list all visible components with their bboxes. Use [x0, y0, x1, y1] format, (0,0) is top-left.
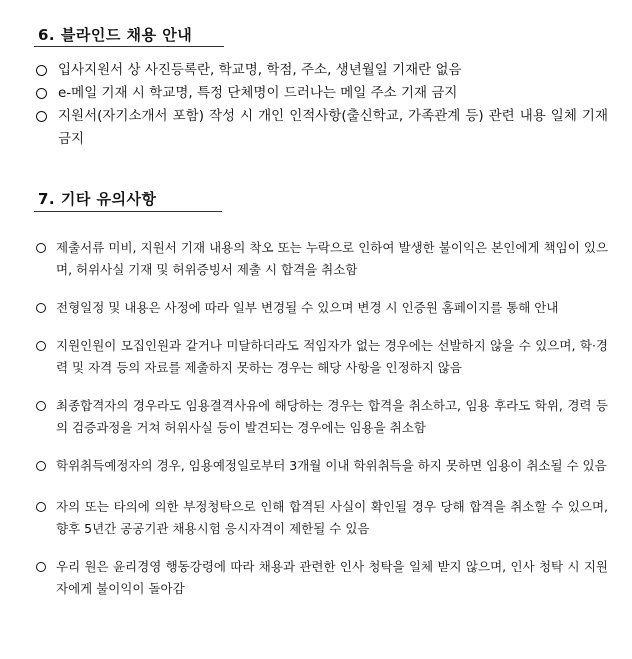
list-item	[36, 297, 608, 319]
list-item	[36, 237, 608, 281]
section-7-list	[36, 237, 608, 600]
section-7-heading-underline	[34, 211, 222, 212]
list-item	[36, 105, 608, 151]
list-item	[36, 496, 608, 540]
list-item-text: 최종합격자의 경우라도 임용결격사유에 해당하는 경우는 합격을 취소하고, 임용 후라도 학위, 경력 등의 검증과정을 거쳐 허위사실 등이 발견되는 경우에는 임용을 취소함	[56, 398, 608, 435]
list-item-text: 우리 원은 윤리경영 행동강령에 따라 채용과 관련한 인사 청탁을 일체 받지 않으며, 인사 청탁 시 지원자에게 불이익이 돌아감	[56, 559, 608, 596]
list-item-text: 제출서류 미비, 지원서 기재 내용의 착오 또는 누락으로 인하여 발생한 불이익은 본인에게 책임이 있으며, 허위사실 기재 및 허위증빙서 제출 시 합격을 취소함	[56, 240, 608, 277]
list-item	[36, 335, 608, 379]
list-item	[36, 556, 608, 600]
circle-bullet-icon	[36, 341, 46, 351]
list-item-text: 전형일정 및 내용은 사정에 따라 일부 변경될 수 있으며 변경 시 인증원 홈페이지를 통해 안내	[56, 300, 559, 315]
list-item	[36, 395, 608, 439]
list-item-text: 입사지원서 상 사진등록란, 학교명, 학점, 주소, 생년월일 기재란 없음	[58, 62, 462, 78]
list-item-text: 지원서(자기소개서 포함) 작성 시 개인 인적사항(출신학교, 가족관계 등) 관련 내용 일체 기재 금지	[58, 108, 608, 147]
circle-bullet-icon	[36, 65, 47, 76]
circle-bullet-icon	[36, 243, 46, 253]
section-7-heading: 7. 기타 유의사항	[38, 190, 157, 208]
circle-bullet-icon	[36, 303, 46, 313]
list-item-text: 학위취득예정자의 경우, 임용예정일로부터 3개월 이내 학위취득을 하지 못하면 임용이 취소될 수 있음	[56, 458, 607, 473]
section-6-heading-underline	[34, 46, 224, 47]
list-item-text: e-메일 기재 시 학교명, 특정 단체명이 드러나는 메일 주소 기재 금지	[58, 85, 458, 101]
list-item	[36, 455, 608, 477]
section-6-list	[36, 59, 608, 151]
circle-bullet-icon	[36, 502, 46, 512]
circle-bullet-icon	[36, 111, 47, 122]
circle-bullet-icon	[36, 562, 46, 572]
circle-bullet-icon	[36, 461, 46, 471]
circle-bullet-icon	[36, 401, 46, 411]
list-item	[36, 82, 608, 105]
section-6-heading: 6. 블라인드 채용 안내	[38, 26, 193, 44]
list-item-text: 지원인원이 모집인원과 같거나 미달하더라도 적임자가 없는 경우에는 선발하지 않을 수 있으며, 학·경력 및 자격 등의 자료를 제출하지 못하는 경우는 해당 사항을 인정하지 않음	[56, 338, 608, 375]
circle-bullet-icon	[36, 88, 47, 99]
list-item-text: 자의 또는 타의에 의한 부정청탁으로 인해 합격된 사실이 확인될 경우 당해 합격을 취소할 수 있으며, 향후 5년간 공공기관 채용시험 응시자격이 제한될 수 있음	[56, 499, 608, 536]
list-item	[36, 59, 608, 82]
